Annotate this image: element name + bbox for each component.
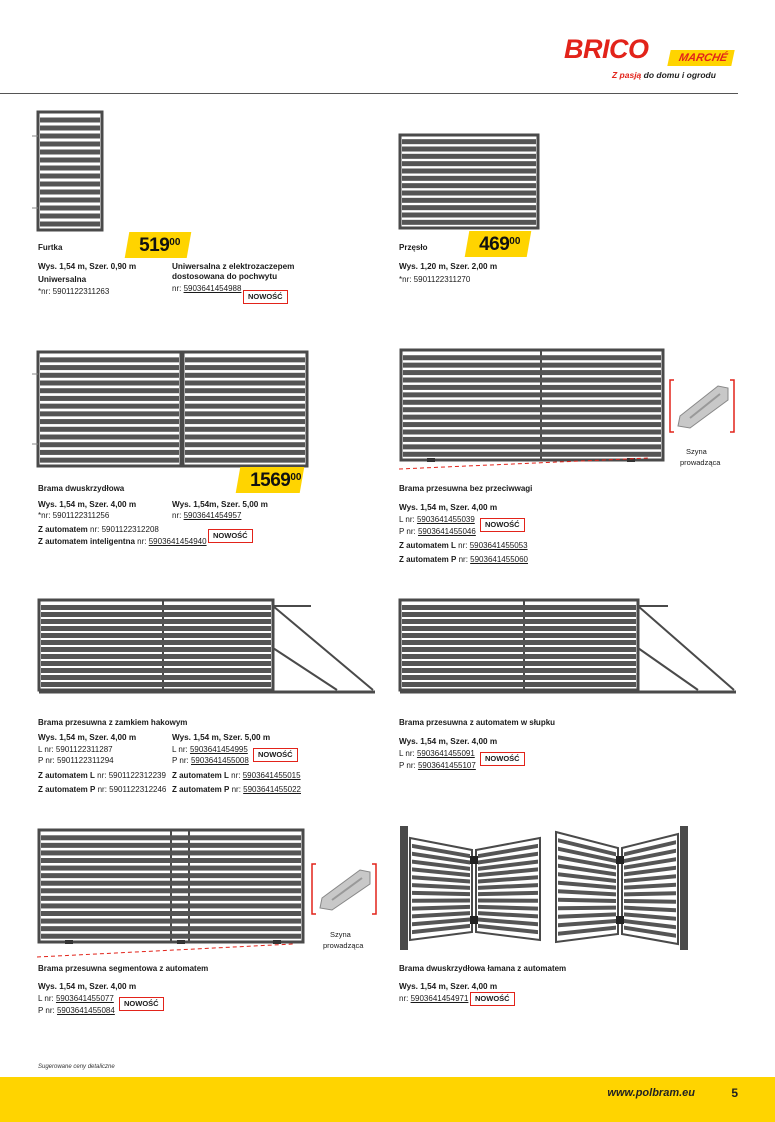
fence-slat bbox=[41, 605, 271, 610]
brama-lamana-size: Wys. 1,54 m, Szer. 4,00 m bbox=[399, 982, 498, 991]
fence-slat bbox=[403, 400, 661, 405]
fence-slat bbox=[403, 437, 661, 442]
fence-slat bbox=[40, 381, 179, 386]
fence-slat bbox=[624, 891, 676, 896]
brama-bez-image bbox=[399, 348, 667, 472]
fence-slat bbox=[624, 912, 676, 920]
fence-slat bbox=[402, 612, 636, 617]
brama-dwu-code: *nr: 5901122311256 bbox=[38, 511, 110, 520]
fence-slat bbox=[40, 134, 100, 139]
przeslo-name: Przęsło bbox=[399, 243, 428, 252]
fence-slat bbox=[41, 619, 271, 624]
furtka-price: 519 00 bbox=[125, 232, 192, 258]
fence-slat bbox=[185, 427, 305, 432]
brama-dwu-new-badge: NOWOŚĆ bbox=[208, 529, 253, 543]
brama-bez-name: Brama przesuwna bez przeciwwagi bbox=[399, 484, 533, 493]
brama-lamana-image bbox=[398, 826, 690, 950]
fence-slat bbox=[40, 373, 179, 378]
fence-slat bbox=[41, 835, 301, 840]
fence-slat bbox=[41, 926, 301, 931]
fence-slat bbox=[412, 899, 470, 903]
brama-slupek-p: P nr: 5903641455107 bbox=[399, 761, 476, 770]
fence-slat bbox=[40, 458, 179, 463]
fence-slat bbox=[40, 357, 179, 362]
fence-slat bbox=[40, 411, 179, 416]
brama-seg-image bbox=[37, 828, 307, 960]
fence-slat bbox=[41, 661, 271, 666]
fence-slat bbox=[624, 874, 676, 883]
fence-slat bbox=[402, 205, 536, 210]
fence-slat bbox=[402, 647, 636, 652]
fence-slat bbox=[41, 626, 271, 631]
fence-slat bbox=[40, 166, 100, 171]
brama-hak-l: L nr: 5901122311287 bbox=[38, 745, 113, 754]
brama-slupek-new-badge: NOWOŚĆ bbox=[480, 752, 525, 766]
brama-lamana-new-badge: NOWOŚĆ bbox=[470, 992, 515, 1006]
brama-slupek-size: Wys. 1,54 m, Szer. 4,00 m bbox=[399, 737, 498, 746]
brama-slupek-name: Brama przesuwna z automatem w słupku bbox=[399, 718, 556, 727]
fence-slat bbox=[478, 899, 538, 903]
fence-slat bbox=[403, 392, 661, 397]
fence-slat bbox=[185, 388, 305, 393]
fence-slat bbox=[40, 396, 179, 401]
fence-slat bbox=[41, 858, 301, 863]
przeslo-image bbox=[399, 134, 539, 230]
furtka-variant: Uniwersalna bbox=[38, 275, 87, 284]
brama-dwu-price: 1569 00 bbox=[236, 467, 305, 493]
fence-slat bbox=[41, 888, 301, 893]
fence-slat bbox=[41, 903, 301, 908]
fence-slat bbox=[40, 222, 100, 227]
fence-slat bbox=[403, 407, 661, 412]
brama-hak-auto-p2: Z automatem P nr: 5903641455022 bbox=[172, 785, 301, 794]
fence-slat bbox=[403, 363, 661, 368]
fence-slat bbox=[402, 661, 636, 666]
fence-slat bbox=[402, 169, 536, 174]
furtka-name: Furtka bbox=[38, 243, 63, 252]
fence-slat bbox=[624, 899, 676, 904]
fence-slat bbox=[402, 198, 536, 203]
brama-hak-p: P nr: 5901122311294 bbox=[38, 756, 114, 765]
fence-slat bbox=[40, 118, 100, 123]
brand-slogan: Z pasją do domu i ogrodu bbox=[612, 70, 716, 80]
fence-slat bbox=[402, 654, 636, 659]
fence-slat bbox=[402, 147, 536, 152]
brama-hak-size2: Wys. 1,54 m, Szer. 5,00 m bbox=[172, 733, 271, 742]
brama-lamana-code: nr: 5903641454971 bbox=[399, 994, 469, 1003]
fence-slat bbox=[478, 911, 538, 918]
fence-slat bbox=[40, 442, 179, 447]
fence-slat bbox=[402, 139, 536, 144]
fence-slat bbox=[40, 435, 179, 440]
fence-slat bbox=[41, 911, 301, 916]
fence-slat bbox=[402, 183, 536, 188]
brama-seg-new-badge: NOWOŚĆ bbox=[119, 997, 164, 1011]
brama-hak-size: Wys. 1,54 m, Szer. 4,00 m bbox=[38, 733, 137, 742]
fence-slat bbox=[402, 176, 536, 181]
rail-callout-1 bbox=[668, 378, 738, 434]
fence-slat bbox=[558, 906, 616, 911]
rail-callout-2 bbox=[310, 862, 380, 916]
fence-slat bbox=[403, 430, 661, 435]
brama-bez-auto-l: Z automatem L nr: 5903641455053 bbox=[399, 541, 528, 550]
fence-slat bbox=[402, 605, 636, 610]
fence-slat bbox=[478, 905, 538, 911]
fence-slat bbox=[558, 881, 616, 890]
fence-slat bbox=[40, 142, 100, 147]
brama-slupek-image bbox=[398, 598, 738, 698]
brama-bez-p: P nr: 5903641455046 bbox=[399, 527, 476, 536]
brama-hak-p2: P nr: 5903641455008 bbox=[172, 756, 249, 765]
rail-label-2b: prowadząca bbox=[323, 941, 364, 950]
fence-slat bbox=[40, 198, 100, 203]
brama-seg-name: Brama przesuwna segmentowa z automatem bbox=[38, 964, 209, 973]
fence-slat bbox=[402, 220, 536, 225]
brama-dwu-name: Brama dwuskrzydłowa bbox=[38, 484, 125, 493]
fence-slat bbox=[412, 905, 470, 911]
przeslo-code: *nr: 5901122311270 bbox=[399, 275, 471, 284]
brama-dwu-code2: nr: 5903641454957 bbox=[172, 511, 242, 520]
page-number: 5 bbox=[731, 1086, 738, 1100]
fence-slat bbox=[402, 626, 636, 631]
brama-dwu-size: Wys. 1,54 m, Szer. 4,00 m bbox=[38, 500, 137, 509]
fence-slat bbox=[402, 682, 636, 687]
fence-slat bbox=[41, 919, 301, 924]
brama-seg-l: L nr: 5903641455077 bbox=[38, 994, 114, 1003]
fence-slat bbox=[185, 442, 305, 447]
brama-bez-l: L nr: 5903641455039 bbox=[399, 515, 475, 524]
fence-slat bbox=[185, 419, 305, 424]
furtka-size: Wys. 1,54 m, Szer. 0,90 m bbox=[38, 262, 137, 271]
rail-label-1: Szyna bbox=[686, 447, 707, 456]
fence-slat bbox=[402, 154, 536, 159]
brama-seg-size: Wys. 1,54 m, Szer. 4,00 m bbox=[38, 982, 137, 991]
fence-slat bbox=[558, 926, 616, 936]
brama-hak-new-badge: NOWOŚĆ bbox=[253, 748, 298, 762]
footer-url[interactable]: www.polbram.eu bbox=[607, 1087, 695, 1099]
fence-slat bbox=[40, 182, 100, 187]
fence-slat bbox=[402, 191, 536, 196]
fence-slat bbox=[41, 934, 301, 939]
furtka-code: *nr: 5901122311263 bbox=[38, 287, 110, 296]
fence-slat bbox=[185, 404, 305, 409]
brand-main: BRICO bbox=[564, 34, 649, 64]
fence-slat bbox=[40, 214, 100, 219]
furtka-image bbox=[32, 112, 104, 232]
fence-slat bbox=[402, 633, 636, 638]
brama-dwu-auto: Z automatem nr: 5901122312208 bbox=[38, 525, 159, 534]
furtka-variant2-l1: Uniwersalna z elektrozaczepem bbox=[172, 262, 295, 271]
furtka-code2: nr: 5903641454988 bbox=[172, 284, 242, 293]
brand-logo bbox=[560, 34, 740, 84]
fence-slat bbox=[402, 675, 636, 680]
brama-slupek-l: L nr: 5903641455091 bbox=[399, 749, 475, 758]
brama-hak-auto-l: Z automatem L nr: 5901122312239 bbox=[38, 771, 166, 780]
rail-label-2: Szyna bbox=[330, 930, 351, 939]
fence-slat bbox=[403, 378, 661, 383]
fence-slat bbox=[40, 174, 100, 179]
brama-hak-l2: L nr: 5903641454995 bbox=[172, 745, 248, 754]
fence-slat bbox=[41, 896, 301, 901]
fence-slat bbox=[402, 213, 536, 218]
fence-slat bbox=[185, 373, 305, 378]
fence-slat bbox=[402, 640, 636, 645]
fence-slat bbox=[185, 435, 305, 440]
fence-slat bbox=[403, 415, 661, 420]
brama-dwu-auto-int: Z automatem inteligentna nr: 5903641454940 bbox=[38, 537, 207, 546]
fence-slat bbox=[41, 873, 301, 878]
brama-dwu-size2: Wys. 1,54m, Szer. 5,00 m bbox=[172, 500, 268, 509]
rail-label-1b: prowadząca bbox=[680, 458, 721, 467]
fence-slat bbox=[40, 150, 100, 155]
brama-hak-auto-l2: Z automatem L nr: 5903641455015 bbox=[172, 771, 301, 780]
fence-slat bbox=[41, 668, 271, 673]
fence-slat bbox=[403, 370, 661, 375]
fence-slat bbox=[402, 668, 636, 673]
brama-bez-size: Wys. 1,54 m, Szer. 4,00 m bbox=[399, 503, 498, 512]
fence-slat bbox=[403, 422, 661, 427]
fence-slat bbox=[558, 919, 616, 927]
fence-slat bbox=[412, 875, 470, 883]
fence-slat bbox=[41, 654, 271, 659]
fence-slat bbox=[624, 906, 676, 913]
furtka-variant2-l2: dostosowana do pochwytu bbox=[172, 272, 278, 281]
fence-slat bbox=[41, 675, 271, 680]
footer-bar bbox=[0, 1077, 775, 1122]
brama-bez-auto-p: Z automatem P nr: 5903641455060 bbox=[399, 555, 528, 564]
fence-slat bbox=[40, 158, 100, 163]
brama-dwu-image bbox=[32, 350, 312, 468]
header-divider bbox=[0, 93, 738, 94]
fence-slat bbox=[41, 682, 271, 687]
przeslo-price: 469 00 bbox=[465, 231, 532, 257]
footnote: Sugerowane ceny detaliczne bbox=[38, 1064, 115, 1070]
fence-slat bbox=[185, 365, 305, 370]
fence-slat bbox=[558, 898, 616, 903]
fence-slat bbox=[185, 411, 305, 416]
fence-slat bbox=[41, 866, 301, 871]
brama-hak-name: Brama przesuwna z zamkiem hakowym bbox=[38, 718, 188, 727]
brama-hak-auto-p: Z automatem P nr: 5901122312246 bbox=[38, 785, 167, 794]
fence-slat bbox=[40, 404, 179, 409]
fence-slat bbox=[40, 126, 100, 131]
fence-slat bbox=[41, 850, 301, 855]
brama-seg-p: P nr: 5903641455084 bbox=[38, 1006, 115, 1015]
fence-slat bbox=[41, 647, 271, 652]
fence-slat bbox=[41, 843, 301, 848]
fence-slat bbox=[40, 190, 100, 195]
fence-slat bbox=[412, 883, 470, 890]
fence-slat bbox=[40, 388, 179, 393]
fence-slat bbox=[185, 458, 305, 463]
fence-slat bbox=[41, 633, 271, 638]
fence-slat bbox=[185, 450, 305, 455]
przeslo-size: Wys. 1,20 m, Szer. 2,00 m bbox=[399, 262, 498, 271]
furtka-new-badge: NOWOŚĆ bbox=[243, 290, 288, 304]
brama-hak-image bbox=[37, 598, 377, 698]
fence-slat bbox=[185, 357, 305, 362]
brama-lamana-name: Brama dwuskrzydłowa łamana z automatem bbox=[399, 964, 567, 973]
fence-slat bbox=[41, 612, 271, 617]
fence-slat bbox=[412, 891, 470, 896]
fence-slat bbox=[403, 452, 661, 457]
fence-slat bbox=[402, 619, 636, 624]
fence-slat bbox=[478, 883, 538, 890]
brama-bez-new-badge: NOWOŚĆ bbox=[480, 518, 525, 532]
fence-slat bbox=[41, 640, 271, 645]
fence-slat bbox=[558, 889, 616, 896]
fence-slat bbox=[40, 206, 100, 211]
fence-slat bbox=[624, 883, 676, 890]
fence-slat bbox=[402, 161, 536, 166]
fence-slat bbox=[412, 911, 470, 918]
brand-sub: MARCHÉ bbox=[667, 50, 735, 66]
fence-slat bbox=[403, 444, 661, 449]
fence-slat bbox=[403, 385, 661, 390]
fence-slat bbox=[40, 419, 179, 424]
fence-slat bbox=[403, 355, 661, 360]
fence-slat bbox=[185, 381, 305, 386]
fence-slat bbox=[478, 875, 538, 883]
fence-slat bbox=[40, 450, 179, 455]
fence-slat bbox=[40, 365, 179, 370]
fence-slat bbox=[185, 396, 305, 401]
fence-slat bbox=[41, 881, 301, 886]
fence-slat bbox=[478, 891, 538, 896]
fence-slat bbox=[558, 912, 616, 918]
fence-slat bbox=[40, 427, 179, 432]
